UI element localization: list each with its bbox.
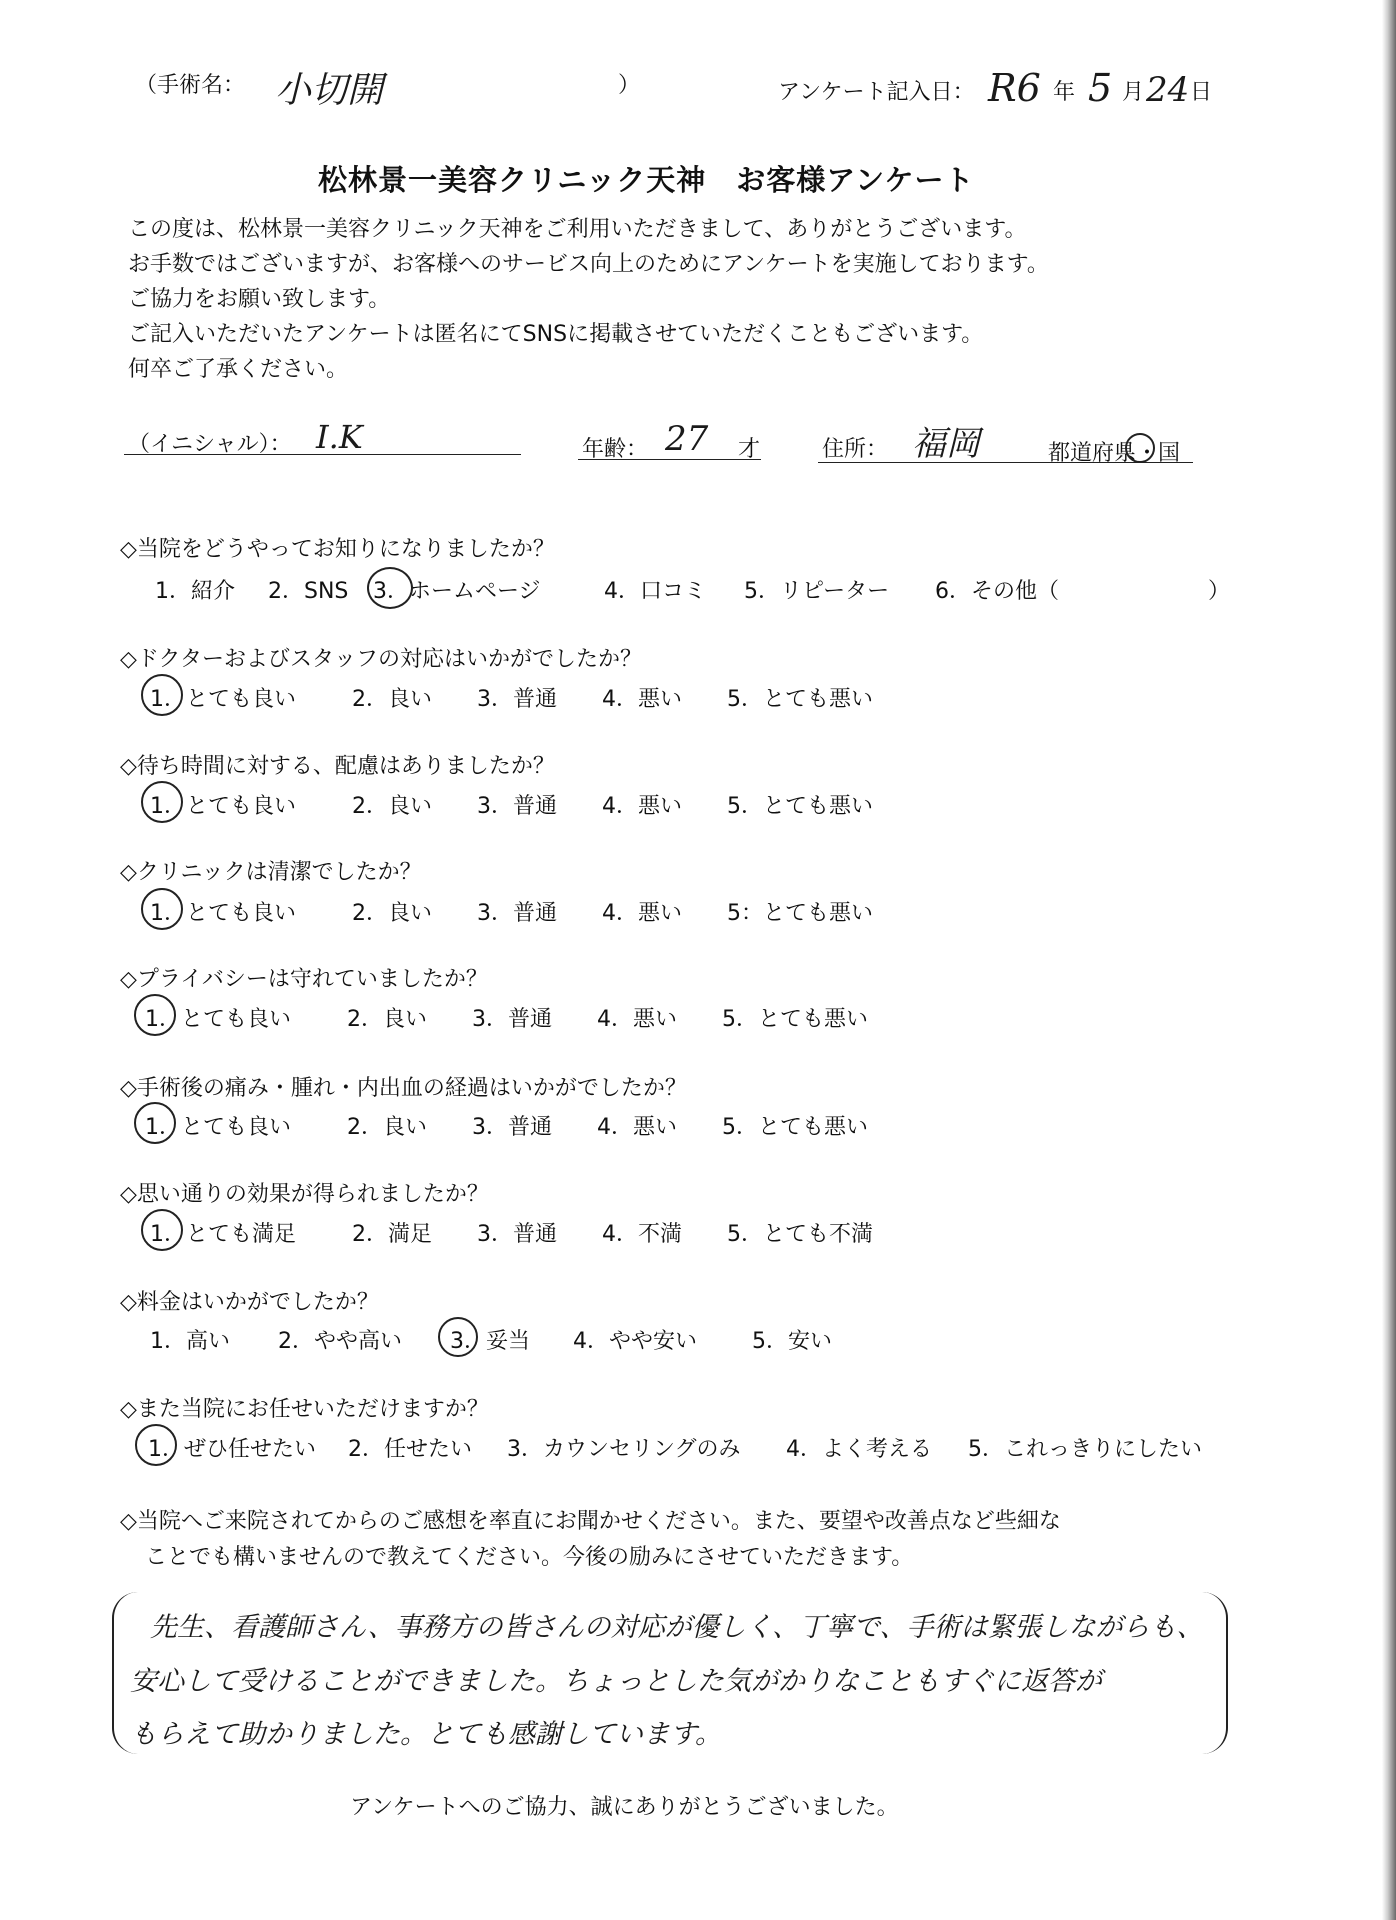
q4-option-1[interactable]: 1．とても良い	[150, 901, 296, 926]
month-value: 5	[1088, 66, 1113, 110]
date-era: R6	[988, 66, 1041, 110]
q6-selected-circle	[134, 1102, 176, 1144]
intro-line-2: お手数ではございますが、お客様へのサービス向上のためにアンケートを実施しております。	[128, 252, 1049, 277]
prefecture-suffix: 都道府県・国	[1048, 441, 1181, 466]
q1-option-3[interactable]: 3．ホームページ	[373, 579, 541, 604]
q5-option-3[interactable]: 3．普通	[472, 1007, 552, 1032]
q2-option-2[interactable]: 2．良い	[352, 687, 432, 712]
month-unit: 月	[1122, 80, 1145, 105]
q3-option-1[interactable]: 1．とても良い	[150, 794, 296, 819]
feedback-prompt-line-1: ◇当院へご来院されてからのご感想を率直にお聞かせください。また、要望や改善点など些細な	[120, 1509, 1061, 1534]
q3-option-2[interactable]: 2．良い	[352, 794, 432, 819]
feedback-answer-line-2: 安心して受けることができました。ちょっとした気がかりなこともすぐに返答が	[130, 1666, 1102, 1697]
question-9: ◇また当院にお任せいただけますか？	[120, 1397, 489, 1422]
q1-option-1[interactable]: 1．紹介	[155, 579, 235, 604]
q4-option-3[interactable]: 3．普通	[477, 901, 557, 926]
q7-option-5[interactable]: 5．とても不満	[727, 1222, 873, 1247]
procedure-label: （手術名：	[135, 73, 246, 98]
q2-selected-circle	[141, 674, 183, 716]
q9-selected-circle	[135, 1424, 177, 1466]
prefecture-circle-mark	[1125, 433, 1155, 463]
q1-option-4[interactable]: 4．口コミ	[604, 579, 706, 604]
page-title: 松林景一美容クリニック天神 お客様アンケート	[318, 163, 975, 197]
q2-option-5[interactable]: 5．とても悪い	[727, 687, 873, 712]
feedback-answer-line-3: もらえて助かりました。とても感謝しています。	[130, 1719, 722, 1750]
age-unit: 才	[738, 437, 761, 462]
q5-option-4[interactable]: 4．悪い	[597, 1007, 677, 1032]
question-5: ◇プライバシーは守れていましたか？	[120, 967, 488, 992]
q3-option-3[interactable]: 3．普通	[477, 794, 557, 819]
year-unit: 年	[1053, 80, 1076, 105]
q9-option-1[interactable]: 1．ぜひ任せたい	[148, 1437, 316, 1462]
q8-option-3[interactable]: 3．妥当	[450, 1329, 530, 1354]
q5-option-5[interactable]: 5．とても悪い	[722, 1007, 868, 1032]
initial-value: I.K	[316, 418, 363, 456]
q7-option-3[interactable]: 3．普通	[477, 1222, 557, 1247]
q2-option-1[interactable]: 1．とても良い	[150, 687, 296, 712]
q4-selected-circle	[141, 888, 183, 930]
q6-option-4[interactable]: 4．悪い	[597, 1115, 677, 1140]
initial-underline	[124, 454, 521, 455]
q1-option-6[interactable]: 6．その他（	[935, 579, 1059, 604]
q1-option-5[interactable]: 5．リピーター	[744, 579, 890, 604]
q9-option-5[interactable]: 5．これっきりにしたい	[968, 1437, 1202, 1462]
procedure-close: ）	[618, 73, 641, 98]
procedure-value: 小切開	[275, 70, 384, 111]
question-6: ◇手術後の痛み・腫れ・内出血の経過はいかがでしたか？	[120, 1076, 687, 1101]
day-unit: 日	[1190, 80, 1213, 105]
day-value: 24	[1146, 70, 1190, 110]
q4-option-2[interactable]: 2．良い	[352, 901, 432, 926]
q1-option-2[interactable]: 2．SNS	[268, 579, 349, 604]
feedback-prompt-line-2: ことでも構いませんので教えてください。今後の励みにさせていただきます。	[145, 1545, 914, 1570]
intro-line-5: 何卒ご了承ください。	[128, 357, 349, 382]
q8-option-5[interactable]: 5．安い	[752, 1329, 832, 1354]
address-value: 福岡	[912, 424, 980, 464]
q1-selected-circle	[367, 567, 413, 609]
date-label: アンケート記入日：	[778, 80, 975, 105]
scan-edge	[1382, 0, 1396, 1920]
q3-option-4[interactable]: 4．悪い	[602, 794, 682, 819]
q9-option-4[interactable]: 4．よく考える	[786, 1437, 932, 1462]
question-2: ◇ドクターおよびスタッフの対応はいかがでしたか？	[120, 647, 643, 672]
feedback-answer-line-1: 先生、看護師さん、事務方の皆さんの対応が優しく、丁寧で、手術は緊張しながらも、	[150, 1612, 1204, 1643]
q4-option-5[interactable]: 5：とても悪い	[727, 901, 873, 926]
q8-option-1[interactable]: 1．高い	[150, 1329, 230, 1354]
thank-you-footer: アンケートへのご協力、誠にありがとうございました。	[350, 1795, 899, 1820]
q5-option-2[interactable]: 2．良い	[347, 1007, 427, 1032]
question-3: ◇待ち時間に対する、配慮はありましたか？	[120, 754, 555, 779]
q9-option-3[interactable]: 3．カウンセリングのみ	[507, 1437, 741, 1462]
q6-option-3[interactable]: 3．普通	[472, 1115, 552, 1140]
q3-selected-circle	[141, 781, 183, 823]
age-value: 27	[665, 419, 709, 459]
intro-line-3: ご協力をお願い致します。	[128, 287, 391, 312]
question-8: ◇料金はいかがでしたか？	[120, 1290, 379, 1315]
q8-selected-circle	[438, 1317, 478, 1357]
address-label: 住所：	[822, 437, 889, 462]
q5-option-1[interactable]: 1．とても良い	[145, 1007, 291, 1032]
question-1: ◇当院をどうやってお知りになりましたか？	[120, 537, 555, 562]
address-underline	[818, 462, 1193, 463]
question-4: ◇クリニックは清潔でしたか？	[120, 860, 422, 885]
q7-selected-circle	[141, 1209, 183, 1251]
q8-option-2[interactable]: 2．やや高い	[278, 1329, 402, 1354]
q6-option-5[interactable]: 5．とても悪い	[722, 1115, 868, 1140]
age-label: 年齢：	[582, 437, 649, 462]
intro-line-1: この度は、松林景一美容クリニック天神をご利用いただきまして、ありがとうございます。	[128, 217, 1027, 242]
q7-option-1[interactable]: 1．とても満足	[150, 1222, 296, 1247]
q2-option-4[interactable]: 4．悪い	[602, 687, 682, 712]
q4-option-4[interactable]: 4．悪い	[602, 901, 682, 926]
q9-option-2[interactable]: 2．任せたい	[348, 1437, 472, 1462]
q3-option-5[interactable]: 5．とても悪い	[727, 794, 873, 819]
q5-selected-circle	[134, 994, 176, 1036]
age-underline	[578, 459, 761, 460]
q8-option-4[interactable]: 4．やや安い	[573, 1329, 697, 1354]
q7-option-2[interactable]: 2．満足	[352, 1222, 432, 1247]
q6-option-2[interactable]: 2．良い	[347, 1115, 427, 1140]
initial-label: （イニシャル）：	[128, 432, 292, 457]
question-7: ◇思い通りの効果が得られましたか？	[120, 1182, 489, 1207]
intro-line-4: ご記入いただいたアンケートは匿名にてSNSに掲載させていただくこともございます。	[128, 322, 984, 347]
q7-option-4[interactable]: 4．不満	[602, 1222, 682, 1247]
q6-option-1[interactable]: 1．とても良い	[145, 1115, 291, 1140]
q2-option-3[interactable]: 3．普通	[477, 687, 557, 712]
q1-option-6-close: ）	[1208, 579, 1231, 604]
